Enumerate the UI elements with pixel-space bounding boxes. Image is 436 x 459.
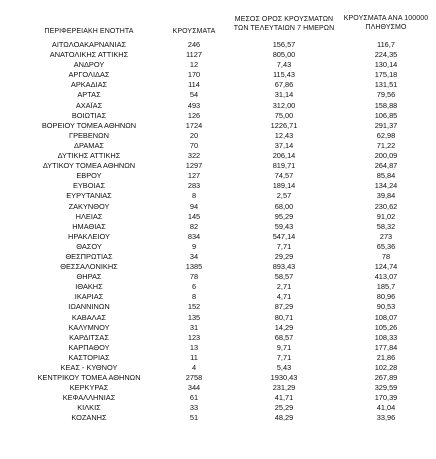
table-row [0,323,436,333]
cell-region: ΚΙΛΚΙΣ [77,403,101,413]
cell-region: ΚΑΡΠΑΘΟΥ [68,342,110,352]
cell-per100k: 78 [381,251,391,261]
cell-region: ΕΥΒΟΙΑΣ [72,181,106,191]
cell-avg7: 12,43 [274,130,294,140]
cell-avg7: 67,86 [274,80,294,90]
table-row [0,90,436,100]
cell-avg7: 95,29 [274,211,294,221]
cell-region: ΑΝΔΡΟΥ [73,60,105,70]
table-row [0,262,436,272]
table-row [0,413,436,423]
cell-avg7: 48,29 [274,413,294,423]
cell-per100k: 116,7 [377,40,395,49]
cell-avg7: 59,43 [274,221,294,231]
header-avg7 [228,15,340,33]
header-per100k [334,14,436,32]
cell-avg7: 7,71 [276,352,292,362]
table-row [0,202,436,212]
cell-per100k: 230,62 [374,201,398,211]
cell-per100k: 170,39 [374,393,398,403]
cell-avg7: 206,14 [272,151,296,161]
cell-cases: 13 [189,342,199,352]
cell-region: ΑΡΓΟΛΙΔΑΣ [68,70,110,80]
table-row [0,50,436,60]
cell-per100k: 33,96 [376,413,396,423]
cell-region: ΚΕΦΑΛΛΗΝΙΑΣ [62,393,116,403]
table-row [0,80,436,90]
cell-per100k: 177,84 [374,342,398,352]
cell-avg7: 25,29 [274,403,294,413]
cell-per100k: 105,26 [374,322,398,332]
cell-avg7: 1226,71 [270,120,298,130]
cell-per100k: 62,98 [376,130,396,140]
table-row [0,383,436,393]
table-row [0,373,436,383]
table-row [0,212,436,222]
table-row [0,131,436,141]
cell-per100k: 134,24 [374,181,398,191]
table-row [0,313,436,323]
cell-cases: 31 [189,322,199,332]
cell-per100k: 158,88 [374,100,398,110]
cell-per100k: 131,51 [374,80,398,90]
table-header [0,0,436,40]
cell-avg7: 58,57 [274,272,294,282]
cell-per100k: 106,85 [374,110,398,120]
cell-avg7: 2,71 [276,282,292,292]
cell-region: ΗΜΑΘΙΑΣ [72,221,106,231]
cell-region: ΗΡΑΚΛΕΙΟΥ [68,231,110,241]
table-row [0,272,436,282]
cell-per100k: 413,07 [374,272,398,282]
cell-per100k: 124,74 [374,262,398,272]
cell-per100k: 39,84 [376,191,396,201]
cell-cases: 4 [191,363,197,372]
cell-cases: 170 [187,70,201,80]
cell-avg7: 7,71 [276,241,292,251]
table-row [0,141,436,151]
cell-cases: 8 [191,191,197,201]
cell-region: ΙΘΑΚΗΣ [75,282,103,292]
header-region: ΠΕΡΙΦΕΡΕΙΑΚΗ ΕΝΟΤΗΤΑ [44,28,134,35]
table-body [0,40,436,424]
cell-region: ΔΥΤΙΚΗΣ ΑΤΤΙΚΗΣ [57,151,121,161]
table-row [0,222,436,232]
header-cases: ΚΡΟΥΣΜΑΤΑ [172,28,216,35]
table-row [0,292,436,302]
cell-avg7: 31,14 [274,90,294,100]
cell-per100k: 108,33 [374,332,398,342]
table-row [0,191,436,201]
cell-region: ΚΑΡΔΙΤΣΑΣ [69,332,109,342]
cell-avg7: 7,43 [276,60,292,70]
cell-avg7: 80,71 [274,312,294,322]
cell-region: ΗΛΕΙΑΣ [75,211,103,221]
cell-region: ΙΩΑΝΝΙΝΩΝ [68,302,110,312]
cell-avg7: 156,57 [272,40,296,49]
cell-avg7: 9,71 [276,342,292,352]
cell-avg7: 2,57 [276,191,292,201]
cell-per100k: 71,22 [376,140,396,150]
table-row [0,333,436,343]
cell-avg7: 893,43 [272,262,296,272]
cell-cases: 1385 [185,262,203,272]
table-row [0,363,436,373]
cell-avg7: 115,43 [272,70,296,80]
cell-cases: 135 [187,312,201,322]
header-avg7-line1: ΜΕΣΟΣ ΟΡΟΣ ΚΡΟΥΣΜΑΤΩΝ [234,16,334,23]
cell-cases: 70 [189,140,199,150]
cell-cases: 54 [189,90,199,100]
cell-region: ΚΕΑΣ - ΚΥΘΝΟΥ [60,363,118,372]
cell-avg7: 189,14 [272,181,296,191]
cell-cases: 1297 [185,161,203,171]
cell-cases: 6 [191,282,197,292]
cell-avg7: 805,00 [272,50,296,60]
cell-per100k: 264,87 [374,161,398,171]
cell-region: ΘΗΡΑΣ [76,272,102,282]
cell-avg7: 29,29 [274,251,294,261]
cell-per100k: 200,09 [374,151,398,161]
cell-cases: 2758 [185,373,203,383]
cell-cases: 127 [187,171,201,181]
table-row [0,161,436,171]
cell-cases: 34 [189,251,199,261]
cell-avg7: 74,57 [274,171,294,181]
cell-region: ΒΟΙΩΤΙΑΣ [71,110,107,120]
cell-cases: 123 [187,332,201,342]
cell-region: ΑΙΤΩΛΟΑΚΑΡΝΑΝΙΑΣ [51,40,127,49]
cell-cases: 20 [189,130,199,140]
header-per100k-line2: ΠΛΗΘΥΣΜΟ [365,24,407,31]
cell-cases: 51 [189,413,199,423]
cell-cases: 78 [189,272,199,282]
cell-region: ΑΧΑΪΑΣ [75,100,103,110]
table-row [0,60,436,70]
cell-avg7: 87,29 [274,302,294,312]
cell-region: ΘΑΣΟΥ [76,241,102,251]
table-row [0,343,436,353]
cell-avg7: 547,14 [272,231,296,241]
cell-avg7: 1930,43 [270,373,298,383]
cell-per100k: 85,84 [376,171,396,181]
cell-per100k: 102,28 [374,363,398,372]
cell-region: ΚΑΛΥΜΝΟΥ [68,322,110,332]
cell-region: ΚΕΡΚΥΡΑΣ [69,383,109,393]
cell-region: ΑΝΑΤΟΛΙΚΗΣ ΑΤΤΙΚΗΣ [49,50,129,60]
cell-region: ΔΡΑΜΑΣ [74,140,104,150]
cell-per100k: 80,96 [376,292,396,302]
cell-per100k: 79,56 [376,90,396,100]
cell-cases: 61 [189,393,199,403]
cell-region: ΘΕΣΠΡΩΤΙΑΣ [65,251,113,261]
cell-cases: 1724 [185,120,203,130]
table-row [0,403,436,413]
cell-region: ΚΑΣΤΟΡΙΑΣ [68,352,110,362]
cell-cases: 1127 [186,50,202,60]
cell-per100k: 58,32 [376,221,396,231]
table-row [0,252,436,262]
cell-region: ΖΑΚΥΝΘΟΥ [68,201,110,211]
cell-region: ΑΡΚΑΔΙΑΣ [70,80,108,90]
cell-avg7: 37,14 [274,140,294,150]
cell-per100k: 267,89 [374,373,398,383]
cell-avg7: 4,71 [276,292,292,302]
cell-per100k: 291,37 [374,120,398,130]
cell-per100k: 21,86 [376,352,396,362]
cell-per100k: 185,7 [376,282,396,292]
cell-cases: 493 [187,100,201,110]
cell-cases: 126 [187,110,201,120]
cell-cases: 344 [187,383,201,393]
table-row [0,242,436,252]
table-row [0,121,436,131]
cell-avg7: 231,29 [272,383,296,393]
cell-per100k: 65,36 [376,241,396,251]
table-row [0,171,436,181]
table-row [0,101,436,111]
cell-region: ΒΟΡΕΙΟΥ ΤΟΜΕΑ ΑΘΗΝΩΝ [41,120,137,130]
table-row [0,151,436,161]
cell-cases: 12 [189,60,199,70]
cell-avg7: 5,43 [276,363,292,372]
cell-cases: 322 [187,151,201,161]
cell-region: ΚΟΖΑΝΗΣ [71,413,107,423]
cell-cases: 246 [187,40,201,49]
cell-per100k: 41,04 [376,403,396,413]
table-row [0,282,436,292]
cell-cases: 8 [191,292,197,302]
cell-cases: 9 [191,241,197,251]
cell-per100k: 108,07 [374,312,398,322]
table-row [0,70,436,80]
cell-region: ΕΥΡΥΤΑΝΙΑΣ [66,191,112,201]
header-per100k-line1: ΚΡΟΥΣΜΑΤΑ ΑΝΑ 100000 [343,15,429,22]
cell-per100k: 175,18 [374,70,398,80]
cell-cases: 82 [189,221,199,231]
cell-avg7: 819,71 [272,161,296,171]
table-row [0,353,436,363]
table-row [0,232,436,242]
cell-region: ΕΒΡΟΥ [76,171,102,181]
table-row [0,181,436,191]
cell-region: ΚΑΒΑΛΑΣ [71,312,107,322]
cell-region: ΙΚΑΡΙΑΣ [74,292,104,302]
cell-region: ΔΥΤΙΚΟΥ ΤΟΜΕΑ ΑΘΗΝΩΝ [42,161,136,171]
cell-per100k: 130,14 [374,60,398,70]
table-row [0,111,436,121]
table-row [0,40,436,50]
cell-region: ΚΕΝΤΡΙΚΟΥ ΤΟΜΕΑ ΑΘΗΝΩΝ [37,373,141,383]
cell-per100k: 329,59 [374,383,398,393]
cell-region: ΘΕΣΣΑΛΟΝΙΚΗΣ [60,262,118,272]
cell-per100k: 273 [379,231,393,241]
cell-per100k: 91,02 [376,211,396,221]
cell-region: ΓΡΕΒΕΝΩΝ [69,130,109,140]
cell-cases: 283 [187,181,201,191]
cell-avg7: 68,57 [274,332,294,342]
cell-per100k: 224,35 [374,50,398,60]
cell-avg7: 75,00 [274,110,294,120]
cell-region: ΑΡΤΑΣ [77,90,101,100]
cell-per100k: 90,53 [376,302,396,312]
cell-cases: 94 [189,201,199,211]
cell-avg7: 41,71 [274,393,294,403]
table-row [0,302,436,312]
cell-cases: 114 [188,80,200,90]
cell-avg7: 68,00 [274,201,294,211]
cell-cases: 145 [187,211,201,221]
header-avg7-line2: ΤΩΝ ΤΕΛΕΥΤΑΙΩΝ 7 ΗΜΕΡΩΝ [233,25,335,32]
cell-avg7: 14,29 [274,322,294,332]
cell-cases: 834 [187,231,201,241]
cell-cases: 33 [189,403,199,413]
table-row [0,393,436,403]
cell-cases: 11 [190,352,198,362]
cell-avg7: 312,00 [272,100,296,110]
cell-cases: 152 [187,302,201,312]
